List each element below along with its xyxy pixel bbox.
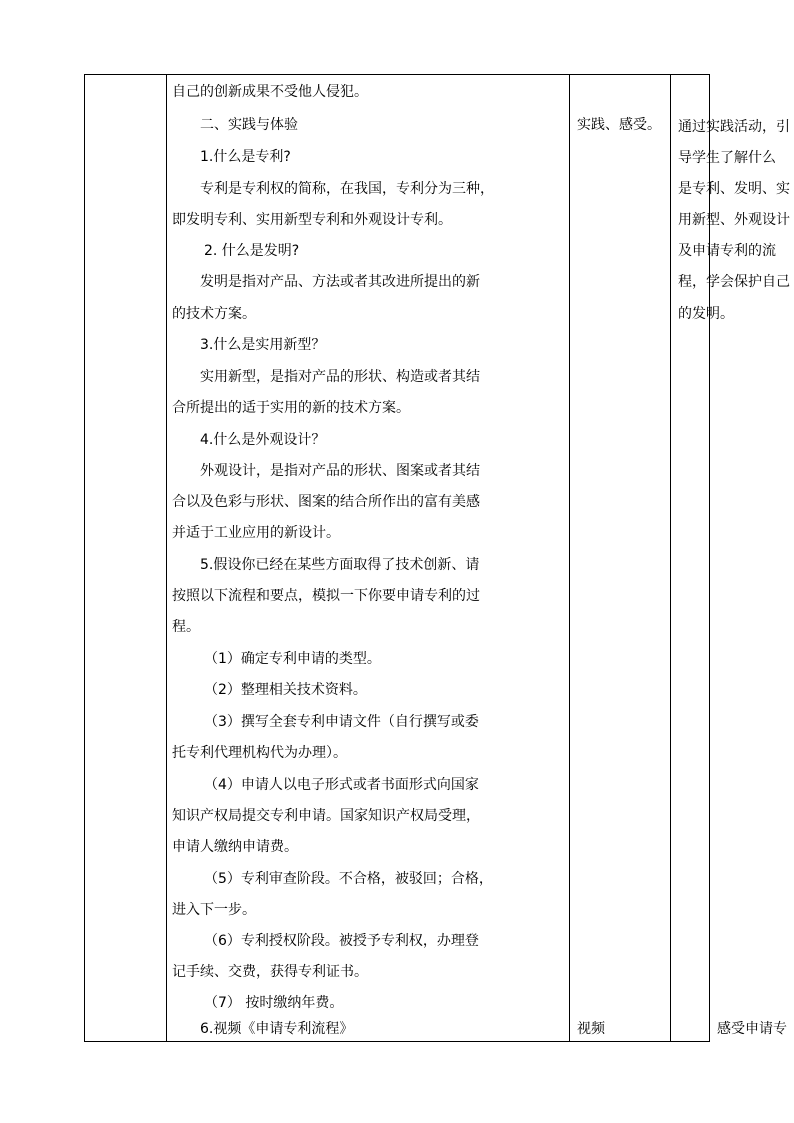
content-line: 记手续、交费，获得专利证书。 [172,964,368,980]
intent-line: 及申请专利的流 [678,243,776,259]
section-heading: 二、实践与体验 [200,117,298,133]
intent-line: 用新型、外观设计 [678,212,790,228]
step-line: （4）申请人以电子形式或者书面形式向国家 [204,777,479,793]
blank-column [85,75,167,1041]
intent-line: 的发明。 [678,306,734,322]
intent-line: 导学生了解什么 [678,150,776,166]
content-line: 申请人缴纳申请费。 [172,839,298,855]
content-line: 的技术方案。 [172,306,256,322]
content-line: 知识产权局提交专利申请。国家知识产权局受理， [172,808,480,824]
content-line: 合所提出的适于实用的新的技术方案。 [172,400,410,416]
content-line: 专利是专利权的简称，在我国，专利分为三种， [200,181,494,197]
content-line: 进入下一步。 [172,902,256,918]
content-line: 5.假设你已经在某些方面取得了技术创新、请 [200,557,480,573]
intent-line: 感受申请专 [717,1021,787,1037]
intent-line: 程，学会保护自己 [678,274,790,290]
step-line: （7） 按时缴纳年费。 [204,995,344,1011]
step-line: （6）专利授权阶段。被授予专利权，办理登 [204,933,479,949]
intent-line: 通过实践活动，引 [678,119,790,135]
step-line: （5）专利审查阶段。不合格，被驳回；合格， [204,871,493,887]
video-item: 6.视频《申请专利流程》 [200,1021,354,1037]
activity-text: 实践、感受。 [577,117,661,133]
activity-text: 视频 [577,1021,605,1037]
question-heading: 3.什么是实用新型？ [200,337,326,353]
intent-line: 是专利、发明、实 [678,181,790,197]
step-line: （3）撰写全套专利申请文件（自行撰写或委 [204,714,479,730]
lesson-table [84,74,790,1042]
step-line: （2）整理相关技术资料。 [204,682,367,698]
content-line: 并适于工业应用的新设计。 [172,525,340,541]
content-line: 托专利代理机构代为办理）。 [172,745,347,761]
content-line: 自己的创新成果不受他人侵犯。 [172,84,368,100]
question-heading: 2. 什么是发明? [204,243,300,259]
activity-column [569,75,671,1041]
step-line: （1）确定专利申请的类型。 [204,651,381,667]
content-line: 实用新型，是指对产品的形状、构造或者其结 [200,369,480,385]
content-line: 发明是指对产品、方法或者其改进所提出的新 [200,274,480,290]
content-line: 外观设计，是指对产品的形状、图案或者其结 [200,463,480,479]
content-column [166,75,570,1041]
intent-column [670,75,794,1041]
content-line: 即发明专利、实用新型专利和外观设计专利。 [172,212,452,228]
content-line: 程。 [172,619,200,635]
question-heading: 1.什么是专利? [200,149,291,165]
content-line: 合以及色彩与形状、图案的结合所作出的富有美感 [172,494,480,510]
question-heading: 4.什么是外观设计？ [200,432,326,448]
content-line: 按照以下流程和要点，模拟一下你要申请专利的过 [172,588,480,604]
